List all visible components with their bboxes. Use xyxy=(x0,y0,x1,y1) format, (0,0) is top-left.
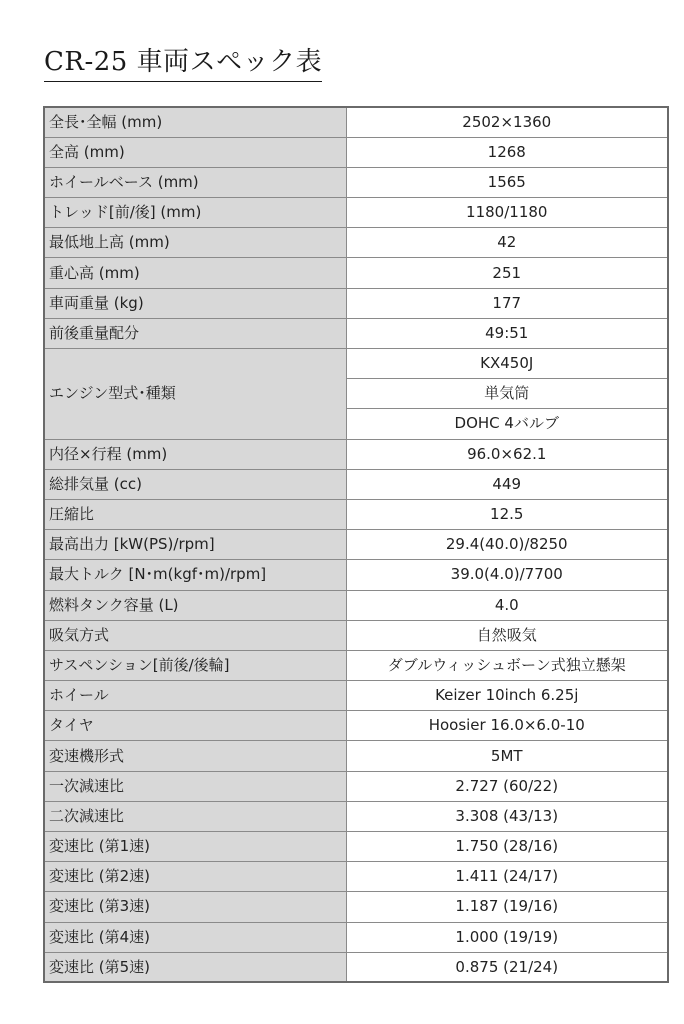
spec-label: タイヤ xyxy=(44,711,346,741)
table-row xyxy=(44,681,668,711)
spec-value: 1.187 (19/16) xyxy=(346,892,668,922)
spec-value: 1180/1180 xyxy=(346,198,668,228)
table-row xyxy=(44,560,668,590)
spec-label: 吸気方式 xyxy=(44,620,346,650)
spec-value: 1.411 (24/17) xyxy=(346,862,668,892)
table-row xyxy=(44,922,668,952)
spec-value: 0.875 (21/24) xyxy=(346,952,668,982)
spec-label: サスペンション[前後/後輪] xyxy=(44,650,346,680)
spec-value: 3.308 (43/13) xyxy=(346,801,668,831)
spec-label: 変速比 (第4速) xyxy=(44,922,346,952)
spec-value: 96.0×62.1 xyxy=(346,439,668,469)
spec-value: ダブルウィッシュボーン式独立懸架 xyxy=(346,650,668,680)
spec-value: DOHC 4バルブ xyxy=(346,409,668,439)
spec-label: 二次減速比 xyxy=(44,801,346,831)
table-row xyxy=(44,228,668,258)
spec-value: 単気筒 xyxy=(346,379,668,409)
table-row xyxy=(44,620,668,650)
table-row xyxy=(44,137,668,167)
spec-value: 1.750 (28/16) xyxy=(346,832,668,862)
spec-value: Keizer 10inch 6.25j xyxy=(346,681,668,711)
spec-label: 一次減速比 xyxy=(44,771,346,801)
table-row xyxy=(44,499,668,529)
spec-label: 燃料タンク容量 (L) xyxy=(44,590,346,620)
table-row xyxy=(44,167,668,197)
spec-label: 最低地上高 (mm) xyxy=(44,228,346,258)
table-row xyxy=(44,771,668,801)
spec-label: ホイール xyxy=(44,681,346,711)
spec-label: 最高出力 [kW(PS)/rpm] xyxy=(44,530,346,560)
spec-value: Hoosier 16.0×6.0-10 xyxy=(346,711,668,741)
table-row xyxy=(44,258,668,288)
table-row xyxy=(44,318,668,348)
spec-value: 1.000 (19/19) xyxy=(346,922,668,952)
spec-label: 前後重量配分 xyxy=(44,318,346,348)
table-row xyxy=(44,952,668,982)
spec-value: 251 xyxy=(346,258,668,288)
spec-value: 177 xyxy=(346,288,668,318)
spec-label: 変速比 (第3速) xyxy=(44,892,346,922)
spec-value: KX450J xyxy=(346,349,668,379)
table-row xyxy=(44,349,668,379)
spec-label: 総排気量 (cc) xyxy=(44,469,346,499)
spec-label: 全高 (mm) xyxy=(44,137,346,167)
spec-label: 変速比 (第5速) xyxy=(44,952,346,982)
document-title: CR-25 車両スペック表 xyxy=(44,44,322,82)
spec-value: 1268 xyxy=(346,137,668,167)
spec-value: 2.727 (60/22) xyxy=(346,771,668,801)
spec-label: 圧縮比 xyxy=(44,499,346,529)
spec-label: 最大トルク [N･m(kgf･m)/rpm] xyxy=(44,560,346,590)
spec-value: 2502×1360 xyxy=(346,107,668,137)
table-row xyxy=(44,832,668,862)
spec-label: 車両重量 (kg) xyxy=(44,288,346,318)
spec-label: トレッド[前/後] (mm) xyxy=(44,198,346,228)
spec-label: ホイールベース (mm) xyxy=(44,167,346,197)
spec-value: 449 xyxy=(346,469,668,499)
table-row xyxy=(44,741,668,771)
table-row xyxy=(44,650,668,680)
table-row xyxy=(44,801,668,831)
spec-value: 5MT xyxy=(346,741,668,771)
table-row xyxy=(44,107,668,137)
table-row xyxy=(44,439,668,469)
spec-table xyxy=(43,106,669,983)
spec-label: 重心高 (mm) xyxy=(44,258,346,288)
table-row xyxy=(44,892,668,922)
spec-label: 変速機形式 xyxy=(44,741,346,771)
table-row xyxy=(44,711,668,741)
spec-label: 内径×行程 (mm) xyxy=(44,439,346,469)
spec-value: 49:51 xyxy=(346,318,668,348)
spec-label: エンジン型式･種類 xyxy=(44,349,346,440)
table-row xyxy=(44,862,668,892)
spec-label: 変速比 (第1速) xyxy=(44,832,346,862)
spec-value: 39.0(4.0)/7700 xyxy=(346,560,668,590)
table-row xyxy=(44,288,668,318)
table-row xyxy=(44,469,668,499)
table-row xyxy=(44,530,668,560)
table-row xyxy=(44,590,668,620)
spec-label: 全長･全幅 (mm) xyxy=(44,107,346,137)
spec-value: 自然吸気 xyxy=(346,620,668,650)
spec-value: 42 xyxy=(346,228,668,258)
spec-value: 4.0 xyxy=(346,590,668,620)
spec-value: 29.4(40.0)/8250 xyxy=(346,530,668,560)
spec-value: 12.5 xyxy=(346,499,668,529)
spec-value: 1565 xyxy=(346,167,668,197)
spec-label: 変速比 (第2速) xyxy=(44,862,346,892)
table-row xyxy=(44,198,668,228)
